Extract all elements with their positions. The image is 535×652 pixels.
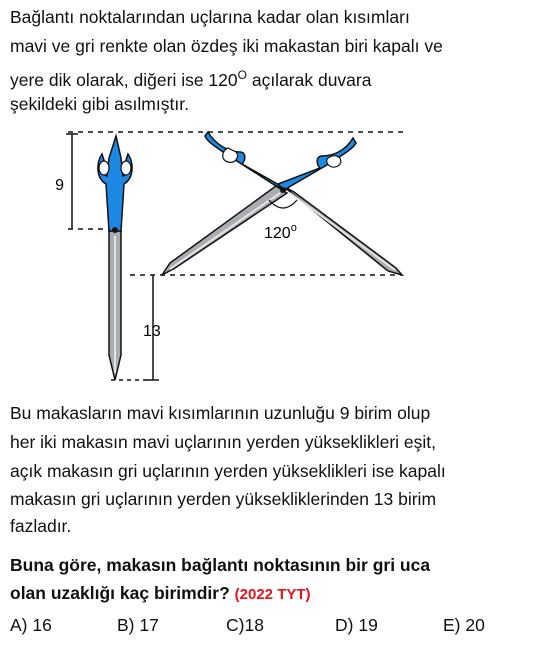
- question-line-1: Buna göre, makasın bağlantı noktasının bir gri uca: [10, 555, 431, 575]
- option-d-letter: D): [335, 615, 354, 635]
- option-b-value: 17: [139, 615, 159, 635]
- option-e[interactable]: [443, 615, 485, 636]
- scissors-figure: [0, 118, 420, 388]
- body-line-2: her iki makasın mavi uçlarının yerden yükseklikleri eşit,: [10, 432, 436, 452]
- option-b[interactable]: [117, 615, 159, 636]
- body-line-1: Bu makasların mavi kısımlarının uzunluğu 9 birim olup: [10, 403, 431, 423]
- option-d[interactable]: [335, 615, 378, 636]
- exam-source: (2022 TYT): [234, 586, 311, 603]
- open-right-blade-shine: [290, 193, 395, 270]
- body-line-4: makasın gri uçlarının yerden yüksekliklerinden 13 birim: [10, 489, 437, 509]
- option-a-value: 16: [32, 615, 52, 635]
- open-left-finger-hole: [223, 148, 238, 162]
- intro-line-1: Bağlantı noktalarından uçlarına kadar olan kısımları: [10, 7, 410, 27]
- option-c-letter: C): [226, 615, 245, 635]
- closed-left-finger-hole: [99, 161, 109, 175]
- option-a[interactable]: [10, 615, 52, 636]
- option-b-letter: B): [117, 615, 135, 635]
- open-scissors-right-blue-handle: [278, 138, 356, 190]
- question-text: olan uzaklığı kaç birimdir?: [10, 583, 230, 603]
- intro-line-4: şekildeki gibi asılmıştır.: [10, 94, 189, 114]
- label-9: 9: [55, 177, 64, 194]
- option-e-letter: E): [443, 615, 461, 635]
- body-line-3: açık makasın gri uçlarının yerden yükseklikleri ise kapalı: [10, 461, 446, 481]
- option-d-value: 19: [358, 615, 378, 635]
- open-right-finger-hole: [327, 156, 341, 167]
- closed-right-finger-hole: [121, 161, 131, 175]
- angle-degree: o: [290, 222, 297, 234]
- open-scissors-left-blue-handle: [205, 132, 288, 190]
- option-c[interactable]: [226, 615, 264, 636]
- question-line-2: [10, 579, 311, 609]
- option-a-letter: A): [10, 615, 28, 635]
- open-pivot: [280, 187, 286, 193]
- label-13: 13: [143, 323, 161, 340]
- intro-line-3-rest: açılarak duvara: [246, 69, 372, 90]
- closed-pivot: [112, 227, 118, 233]
- angle-label: [264, 222, 297, 242]
- closed-scissors-blue-handle: [98, 136, 132, 231]
- body-line-5: fazladır.: [10, 516, 72, 536]
- option-c-value: 18: [244, 615, 264, 635]
- degree-sup: O: [237, 68, 247, 82]
- intro-line-3-text: yere dik olarak, diğeri ise 120: [10, 69, 238, 90]
- intro-line-2: mavi ve gri renkte olan özdeş iki makastan biri kapalı ve: [10, 36, 443, 56]
- angle-value: 120: [264, 225, 291, 242]
- option-e-value: 20: [465, 615, 485, 635]
